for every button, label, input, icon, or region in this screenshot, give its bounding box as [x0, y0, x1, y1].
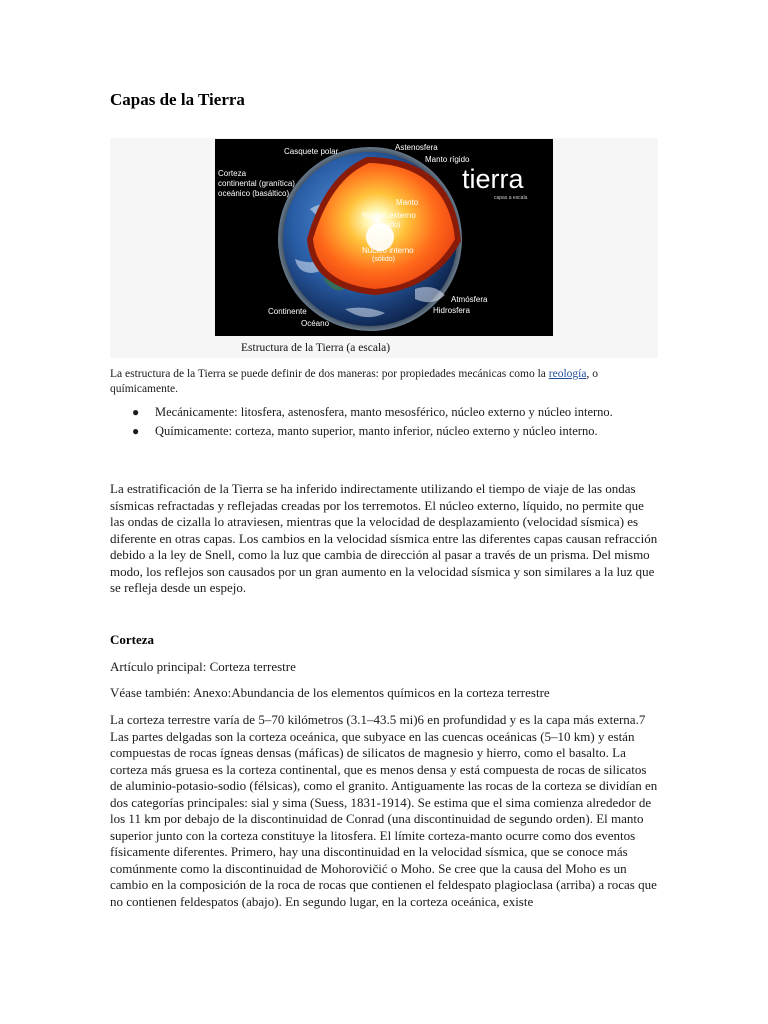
intro-paragraph — [110, 367, 658, 397]
label-continente: Continente — [268, 307, 307, 316]
label-liquido: (líquido) — [375, 222, 401, 229]
list-item-text: Químicamente: corteza, manto superior, manto inferior, núcleo externo y núcleo interno. — [155, 423, 598, 438]
reologia-link[interactable]: reología — [548, 368, 587, 380]
list-item — [110, 404, 650, 421]
label-casquete: Casquete polar — [284, 147, 339, 156]
paragraph-corteza: La corteza terrestre varía de 5–70 kilómetros (3.1–43.5 mi)6 en profundidad y es la capa más externa.7 Las partes delgadas son la corteza oceánica, que subyace en las cuencas oceánicas (5–10 km) y están compuestas de rocas ígneas densas (máficas) de silicatos de magnesio y hierro, como el basalto. La corteza más gruesa es la corteza continental, que es menos densa y está compuesta de rocas de silicatos de aluminio-potasio-sodio (félsicas), como el granito. Antiguamente las rocas de la corteza se dividían en dos categorías principales: sial y sima (Suess, 1831-1914). Se estima que el sima comienza alrededor de los 11 km por debajo de la discontinuidad de Conrad (una discontinuidad de segundo orden). El manto superior junto con la corteza constituye la litosfera. El límite corteza-manto ocurre como dos eventos físicamente diferentes. Primero, hay una discontinuidad en la velocidad sísmica, que se conoce más comúnmente como la discontinuidad de Mohorovičić o Moho. Se cree que la causa del Moho es un cambio en la composición de la roca de rocas que contienen el feldespato plagioclasa (arriba) a rocas que no contienen feldespatos (abajo). En segundo lugar, en la corteza oceánica, existe — [110, 712, 658, 909]
label-hidrosfera: Hidrosfera — [433, 306, 470, 315]
main-article-note: Artículo principal: Corteza terrestre — [110, 659, 296, 674]
intro-text: La estructura de la Tierra se puede definir de dos maneras: por propiedades mecánicas como la — [110, 368, 549, 380]
label-oceano: Océano — [301, 319, 330, 328]
label-solido: (sólido) — [372, 256, 395, 263]
figure-caption: Estructura de la Tierra (a escala) — [241, 342, 391, 354]
paragraph-seismic: La estratificación de la Tierra se ha inferido indirectamente utilizando el tiempo de viaje de las ondas sísmicas refractadas y reflejadas creadas por los terremotos. El núcleo externo, líquido, no permite que las ondas de cizalla lo atraviesen, mientras que la velocidad de desplazamiento (velocidad sísmica) es diferente en otras capas. Los cambios en la velocidad sísmica entre las diferentes capas causan refracción debido a la ley de Snell, como la luz que cambia de dirección al pasar a través de un prisma. Del mismo modo, los reflejos son causados por un gran aumento en la velocidad sísmica y son similares a la luz que se refleja desde un espejo. — [110, 481, 658, 595]
label-atmosfera: Atmósfera — [451, 295, 488, 304]
bullet-icon: ● — [132, 405, 140, 419]
list-item — [110, 423, 650, 440]
label-manto-rigido: Manto rígido — [425, 155, 470, 164]
label-corteza: Corteza — [218, 169, 247, 178]
bullet-list — [110, 404, 650, 441]
bullet-icon: ● — [132, 423, 140, 438]
see-also-note: Véase también: Anexo:Abundancia de los elementos químicos en la corteza terrestre — [110, 685, 550, 700]
list-item-text: Mecánicamente: litosfera, astenosfera, manto mesosférico, núcleo externo y núcleo interno. — [155, 405, 613, 419]
label-tierra-sub: capas a escala — [494, 195, 528, 201]
label-nucleo-externo: Núcleo externo — [362, 211, 416, 220]
label-tierra-big: tierra — [462, 164, 524, 194]
label-oceanico: oceánico (basáltico) — [218, 189, 290, 198]
label-astenosfera: Astenosfera — [395, 143, 438, 152]
label-manto: Manto — [396, 198, 419, 207]
page-title: Capas de la Tierra — [110, 90, 245, 109]
label-nucleo-interno: Núcleo interno — [362, 246, 414, 255]
section-heading: Corteza — [110, 632, 155, 647]
label-continental: continental (granítica) — [218, 179, 295, 188]
figure — [110, 138, 658, 358]
intro-text-end: , o químicamente. — [110, 368, 598, 395]
earth-layers-image — [215, 139, 553, 336]
